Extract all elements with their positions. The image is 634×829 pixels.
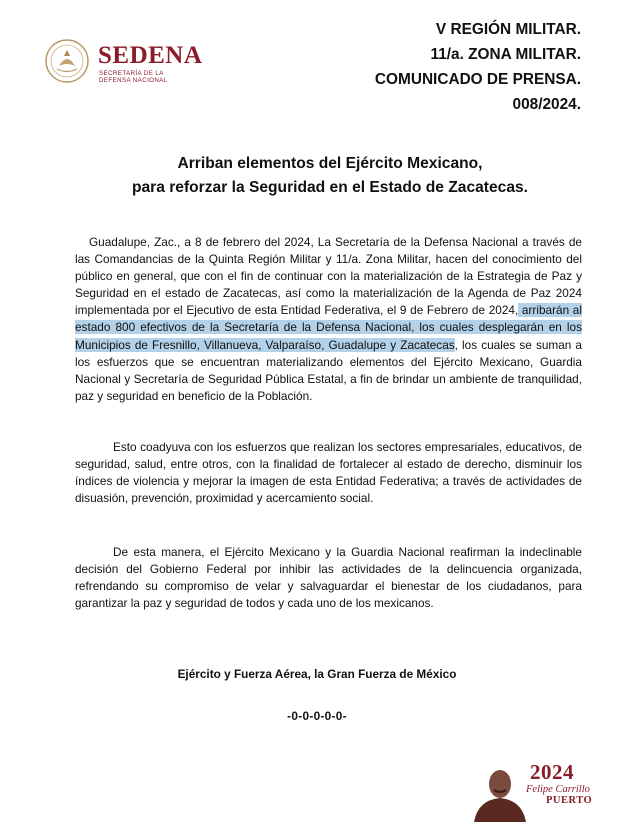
- footer-logo: [470, 760, 610, 822]
- mexico-coat-of-arms-icon: [44, 38, 90, 84]
- paragraph-3: [75, 544, 582, 612]
- paragraph-1-highlight: arribarán al estado 800 efectivos de la Secretaría de la Defensa Nacional, los cuales desplegarán en los Municipios de Fresnillo, Villanueva, Valparaíso, Guadalupe y Zacatecas: [75, 303, 582, 352]
- title-line-2: para reforzar la Seguridad en el Estado de Zacatecas.: [131, 179, 529, 196]
- brand-name: SEDENA: [98, 42, 203, 69]
- footer-year: 2024: [530, 760, 574, 784]
- motto: Ejército y Fuerza Aérea, la Gran Fuerza de México: [177, 667, 457, 681]
- paragraph-2-text: Esto coadyuva con los esfuerzos que realizan los sectores empresariales, educativos, de seguridad, salud, entre otros, con la finalidad de fortalecer al estado de derecho, disminuir los índices de violencia y mejorar la imagen de esta Entidad Federativa; a través de actividades de disuasión, prevención, proximidad y acercamiento social.: [75, 440, 582, 506]
- title-line-1: Arriban elementos del Ejército Mexicano,: [177, 155, 483, 172]
- end-mark: -0-0-0-0-0-: [287, 709, 347, 723]
- paragraph-1: [75, 234, 582, 405]
- paragraph-3-text: De esta manera, el Ejército Mexicano y la Guardia Nacional reafirman la indeclinable decisión del Gobierno Federal por inhibir las actividades de la delincuencia organizada, refrendando su compromiso de velar y salvaguardar el bienestar de los ciudadanos, para garantizar la paz y seguridad de todos y cada uno de los mexicanos.: [75, 545, 582, 611]
- header-zone: 11/a. ZONA MILITAR.: [430, 46, 581, 63]
- sedena-logo: [44, 38, 224, 84]
- paragraph-1-text-b: , los cuales se suman a los esfuerzos que se encuentran materializando elementos del Ejército Mexicano, Guardia Nacional y Secretaría de Seguridad Pública Estatal, a fin de brindar un ambiente de tranquilidad, paz y seguridad en beneficio de la Población.: [75, 337, 582, 403]
- header-number: 008/2024.: [512, 96, 581, 113]
- paragraph-2: [75, 439, 582, 507]
- footer-name-1: Felipe Carrillo: [526, 784, 590, 795]
- page-title: [40, 152, 620, 200]
- footer-name-2: PUERTO: [546, 795, 593, 806]
- paragraph-1-text-a: Guadalupe, Zac., a 8 de febrero del 2024, La Secretaría de la Defensa Nacional a través de las Comandancias de la Quinta Región Militar y 11/a. Zona Militar, hacen del conocimiento del público en general, que con el fin de continuar con la materialización de la Estrategia de Paz y Seguridad en el estado de Zacatecas, así como la materialización de la Agenda de Paz 2024 implementada por el Ejecutivo de esta Entidad Federativa, el 9 de Febrero de 2024,: [75, 235, 582, 318]
- header-region: V REGIÓN MILITAR.: [435, 21, 581, 38]
- header-type: COMUNICADO DE PRENSA.: [374, 71, 581, 88]
- document-header: [375, 17, 581, 117]
- portrait-icon: [470, 760, 530, 822]
- brand-subtitle: SECRETARÍA DE LA DEFENSA NACIONAL: [99, 70, 168, 84]
